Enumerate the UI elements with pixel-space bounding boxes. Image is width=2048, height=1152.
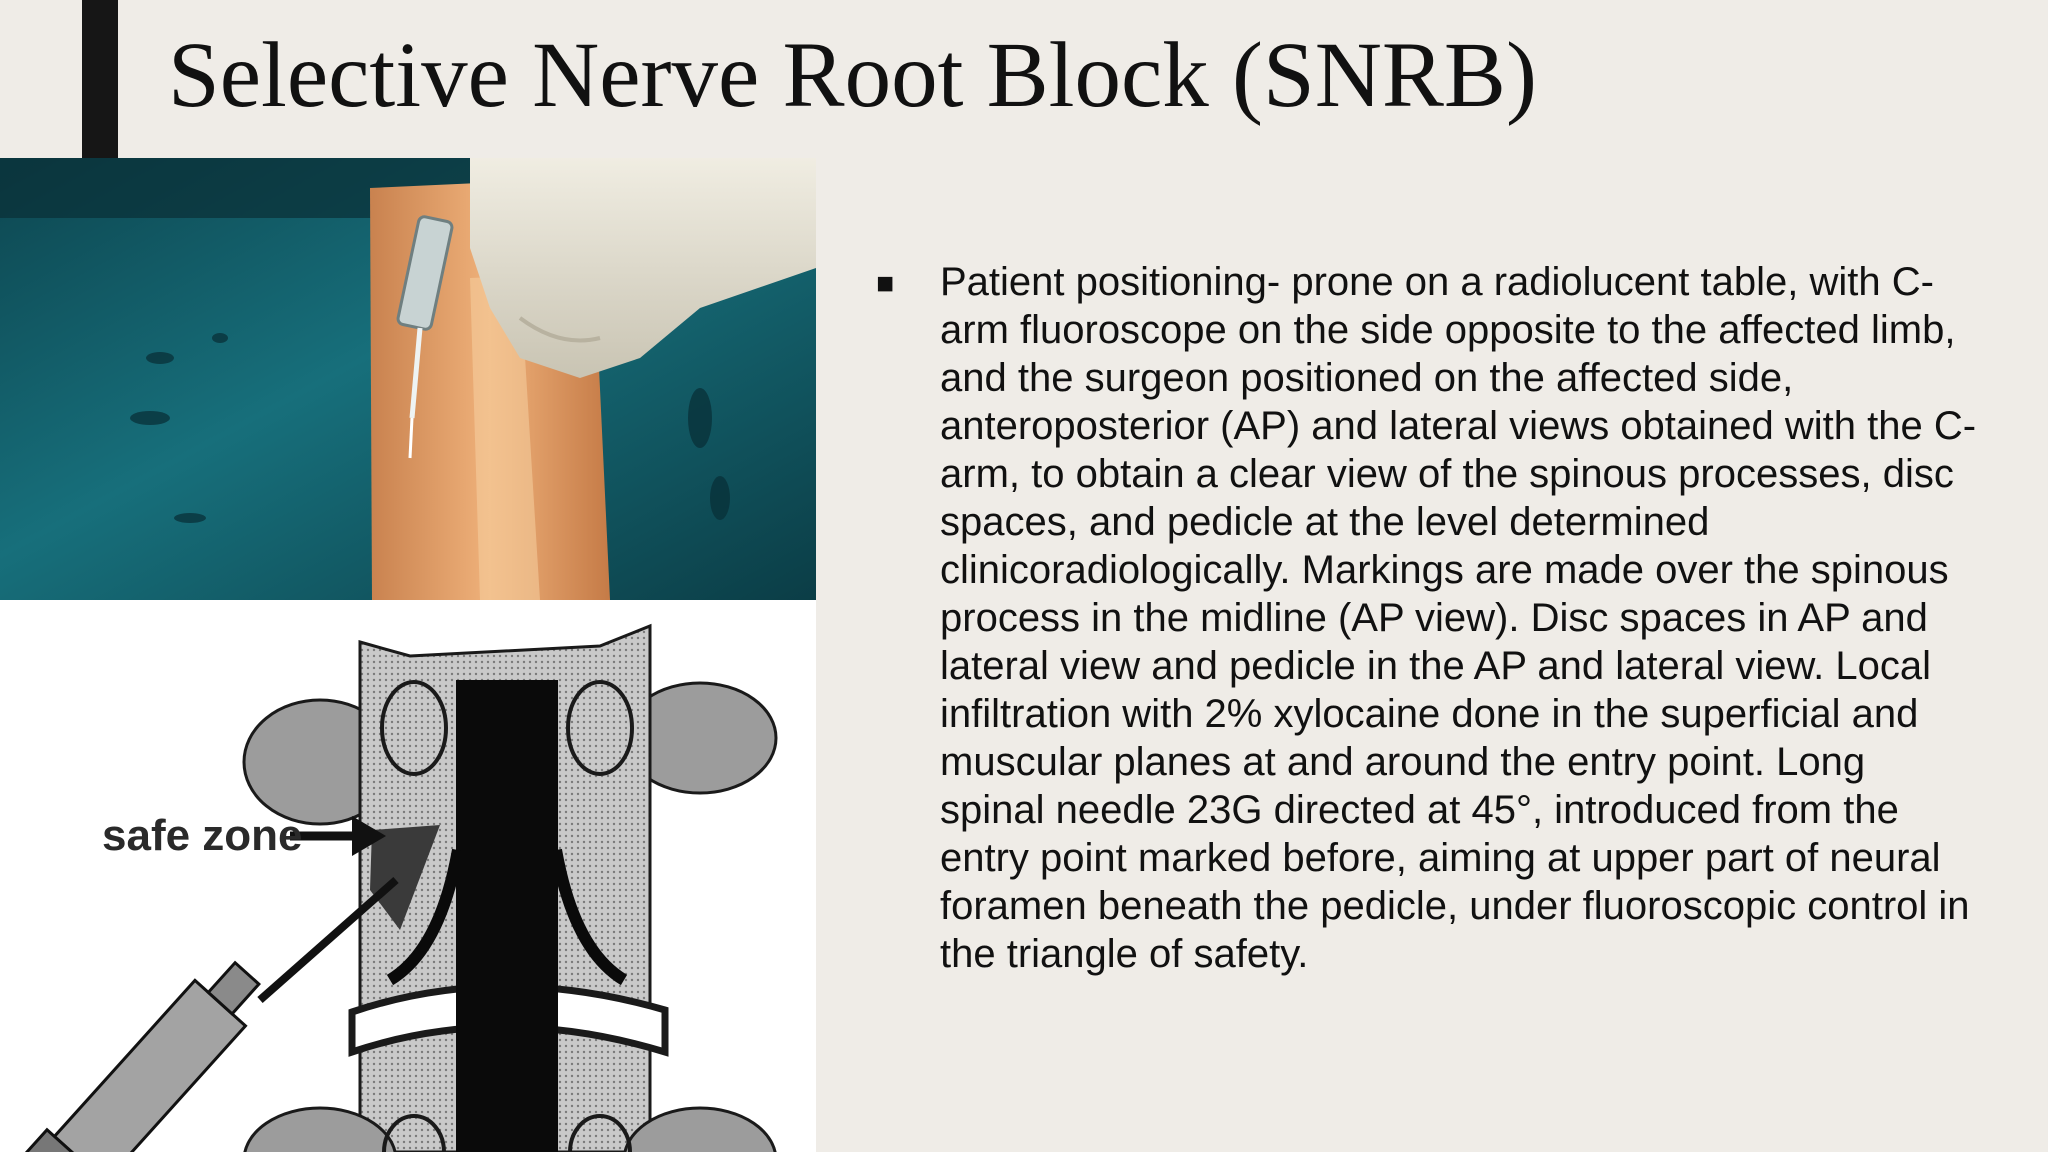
procedure-description: Patient positioning- prone on a radiolucent table, with C-arm fluoroscope on the side opposite to the affected limb, and the surgeon positioned on the affected side, anteroposterior (AP) and lateral views obtained with the C-arm, to obtain a clear view of the spinous processes, disc spaces, and pedicle at the level determined clinicoradiologically. Markings are made over the spinous process in the midline (AP view). Disc spaces in AP and lateral view and pedicle in the AP and lateral view. Local infiltration with 2% xylocaine done in the superficial and muscular planes at and around the entry point. Long spinal needle 23G directed at 45°, introduced from the entry point marked before, aiming at upper part of neural foramen beneath the pedicle, under fluoroscopic control in the triangle of safety. xyxy=(940,260,1977,976)
procedure-photo xyxy=(0,158,816,600)
safe-zone-label: safe zone xyxy=(102,811,303,860)
spine-diagram xyxy=(0,600,816,1152)
slide-title: Selective Nerve Root Block (SNRB) xyxy=(168,24,1537,127)
bullet-marker: ■ xyxy=(876,267,895,300)
bullet-list xyxy=(876,258,1996,978)
title-accent-bar xyxy=(82,0,118,158)
